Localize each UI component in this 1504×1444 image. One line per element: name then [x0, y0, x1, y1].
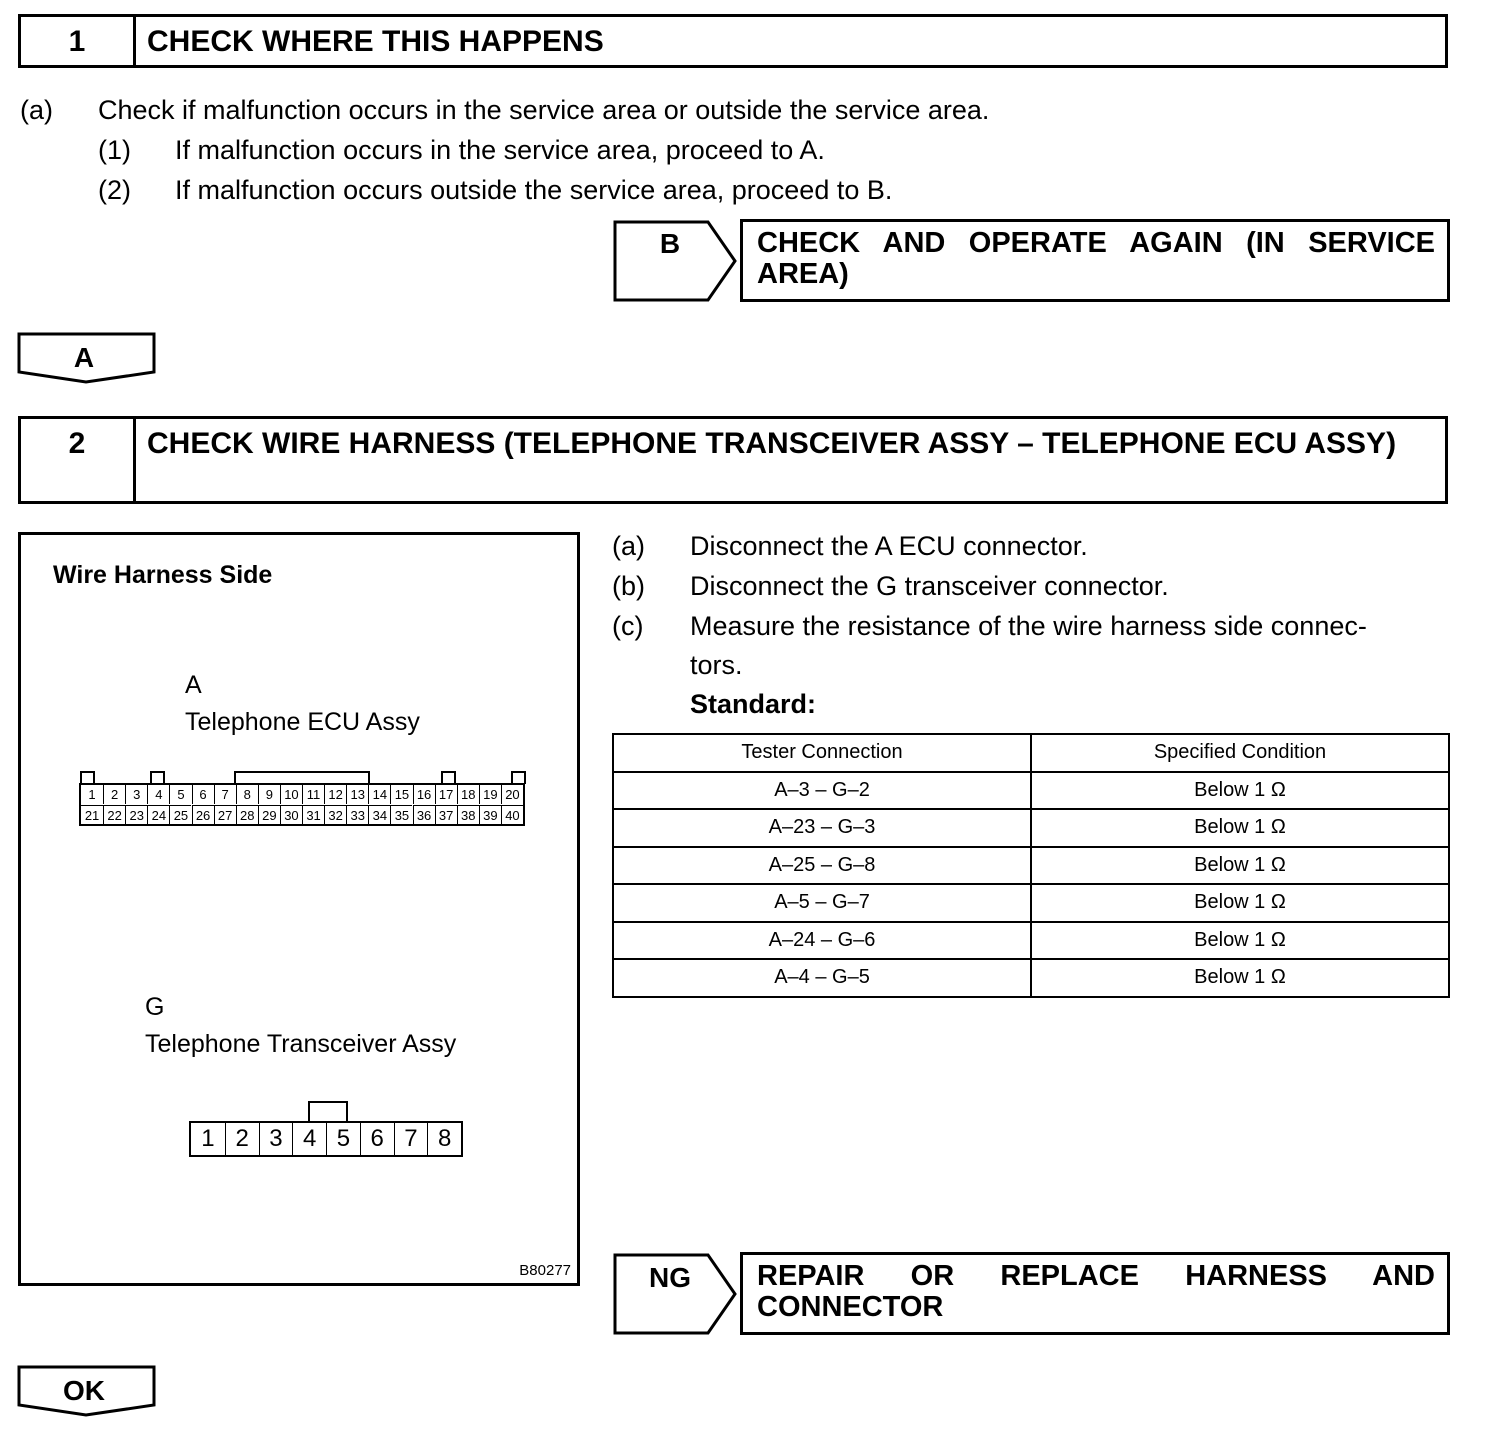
connector-a-pin: 7 — [214, 785, 236, 804]
table-row — [613, 959, 1449, 997]
connector-a-pin: 38 — [457, 805, 479, 824]
connector-g-pin: 8 — [427, 1123, 461, 1155]
connector-a-pin: 13 — [346, 785, 368, 804]
step-1-header — [18, 14, 1448, 68]
table-row — [613, 809, 1449, 847]
connector-a-pin: 30 — [280, 805, 302, 824]
connector-a-pin: 12 — [324, 785, 346, 804]
figure-code: B80277 — [519, 1262, 571, 1279]
table-cell: A–3 – G–2 — [613, 772, 1031, 810]
connector-g-letter: G — [145, 993, 165, 1021]
step-text-continued: tors. — [690, 650, 743, 680]
connector-a-pin: 33 — [346, 805, 368, 824]
step-title: CHECK WIRE HARNESS (TELEPHONE TRANSCEIVER ASSY – TELEPHONE ECU ASSY) — [147, 427, 1397, 460]
step-title: CHECK WHERE THIS HAPPENS — [147, 25, 604, 58]
step-text: Disconnect the A ECU connector. — [690, 531, 1088, 561]
result-a-label: A — [73, 342, 95, 373]
table-cell: A–23 – G–3 — [613, 809, 1031, 847]
connector-a-pin: 28 — [236, 805, 258, 824]
connector-a-pin: 20 — [501, 785, 523, 804]
table-cell: A–4 – G–5 — [613, 959, 1031, 997]
sub-item-marker: (1) — [98, 135, 131, 165]
connector-a-pin: 18 — [457, 785, 479, 804]
step-marker: (c) — [612, 611, 644, 641]
table-cell: A–25 – G–8 — [613, 847, 1031, 885]
connector-a-pin: 31 — [302, 805, 324, 824]
connector-g-pin: 6 — [360, 1123, 394, 1155]
step-number: 2 — [21, 419, 136, 501]
connector-g-pin: 1 — [201, 1125, 215, 1152]
connector-a-pin: 21 — [81, 805, 103, 824]
table-row — [613, 884, 1449, 922]
sub-item-text: If malfunction occurs outside the service area, proceed to B. — [175, 175, 893, 205]
table-row — [613, 847, 1449, 885]
table-header-row — [613, 734, 1449, 772]
connector-g-pin: 2 — [225, 1123, 259, 1155]
table-row — [613, 922, 1449, 960]
connector-g-name: Telephone Transceiver Assy — [145, 1030, 457, 1058]
sub-item-text: If malfunction occurs in the service area, proceed to A. — [175, 135, 825, 165]
standard-table — [612, 733, 1450, 998]
result-ng-box: REPAIR OR REPLACE HARNESS AND CONNECTOR — [740, 1252, 1450, 1335]
connector-figure — [18, 532, 580, 1286]
connector-g-pins — [189, 1121, 463, 1157]
connector-a-pin: 14 — [368, 785, 390, 804]
connector-a-pin: 39 — [479, 805, 501, 824]
step-marker: (b) — [612, 571, 645, 601]
connector-a-pin: 9 — [258, 785, 280, 804]
connector-a-pin: 22 — [103, 805, 125, 824]
table-cell: A–24 – G–6 — [613, 922, 1031, 960]
connector-a-letter: A — [185, 671, 202, 699]
figure-heading: Wire Harness Side — [53, 561, 273, 589]
result-ok-label: OK — [63, 1375, 105, 1406]
connector-a-pin: 34 — [368, 805, 390, 824]
table-cell: Below 1 Ω — [1031, 809, 1449, 847]
table-header: Tester Connection — [613, 734, 1031, 772]
connector-a-pin: 29 — [258, 805, 280, 824]
connector-a-pin: 4 — [147, 785, 169, 804]
table-cell: Below 1 Ω — [1031, 847, 1449, 885]
connector-g-pin: 7 — [394, 1123, 428, 1155]
connector-tab — [308, 1101, 348, 1123]
connector-a-pin: 8 — [236, 785, 258, 804]
connector-a-pin: 26 — [192, 805, 214, 824]
table-row — [613, 772, 1449, 810]
table-cell: Below 1 Ω — [1031, 959, 1449, 997]
instruction-text: Check if malfunction occurs in the service area or outside the service area. — [98, 95, 990, 125]
connector-a-pin: 27 — [214, 805, 236, 824]
connector-g-pin: 5 — [326, 1123, 360, 1155]
connector-g-pin: 4 — [292, 1123, 326, 1155]
step-text: Disconnect the G transceiver connector. — [690, 571, 1169, 601]
connector-a-pin: 23 — [125, 805, 147, 824]
connector-a-pin: 24 — [147, 805, 169, 824]
sub-item-marker: (2) — [98, 175, 131, 205]
connector-a-pin: 3 — [125, 785, 147, 804]
instruction-marker: (a) — [20, 95, 53, 125]
connector-a-pin: 1 — [88, 787, 96, 802]
connector-a-pin: 11 — [302, 785, 324, 804]
step-number: 1 — [21, 17, 136, 65]
table-cell: Below 1 Ω — [1031, 772, 1449, 810]
standard-label: Standard: — [690, 689, 817, 719]
connector-a-pin: 32 — [324, 805, 346, 824]
connector-a-pin: 17 — [435, 785, 457, 804]
step-2-header — [18, 416, 1448, 504]
connector-a-pin: 5 — [169, 785, 191, 804]
connector-a-pins — [79, 783, 525, 826]
connector-a-pin: 25 — [169, 805, 191, 824]
connector-a-pin: 40 — [501, 805, 523, 824]
connector-a-pin: 19 — [479, 785, 501, 804]
connector-a-pin: 15 — [390, 785, 412, 804]
connector-a-pin: 10 — [280, 785, 302, 804]
connector-a-name: Telephone ECU Assy — [185, 708, 420, 736]
connector-a-pin: 36 — [413, 805, 435, 824]
connector-a-pin: 2 — [103, 785, 125, 804]
connector-g-pin: 3 — [259, 1123, 293, 1155]
connector-a-pin: 6 — [192, 785, 214, 804]
table-header: Specified Condition — [1031, 734, 1449, 772]
result-b-label: B — [659, 228, 681, 259]
result-b-box: CHECK AND OPERATE AGAIN (IN SERVICE AREA) — [740, 219, 1450, 302]
connector-a-pin: 37 — [435, 805, 457, 824]
connector-a-pin: 16 — [413, 785, 435, 804]
step-text: Measure the resistance of the wire harness side connec- — [690, 611, 1367, 641]
table-cell: Below 1 Ω — [1031, 884, 1449, 922]
table-cell: Below 1 Ω — [1031, 922, 1449, 960]
table-cell: A–5 – G–7 — [613, 884, 1031, 922]
result-ng-label: NG — [649, 1262, 691, 1293]
step-marker: (a) — [612, 531, 645, 561]
connector-a-pin: 35 — [390, 805, 412, 824]
